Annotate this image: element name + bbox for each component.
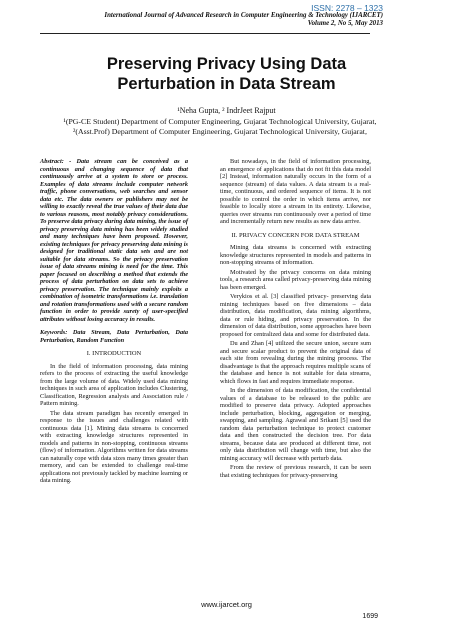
footer-url: www.ijarcet.org [201,600,252,609]
paragraph: The data stream paradigm has recently emerged in response to the issues and challenges related with continuous data [1]. Mining data streams is concerned with extracting knowledge structures represented in models and patterns in non-stopping, continuous streams (flow) of information. Algorithms written for data streams can naturally cope with data sizes many times greater than memory, and can be extended to challenge real-time applications not previously tackled by machine learning or data mining. [40,409,188,484]
paragraph: In the field of information processing, data mining refers to the process of extracting the useful knowledge from the large volume of data. Widely used data mining techniques in such area of application includes Clustering, Classification, Regression analysis and Association rule / Pattern mining. [40,362,188,407]
title-line-2: Perturbation in Data Stream [117,75,336,93]
section-heading-introduction: I. INTRODUCTION [86,350,142,357]
paragraph: Mining data streams is concerned with extracting knowledge structures represented in models and patterns in non-stopping streams of information. [220,244,371,266]
title-line-1: Preserving Privacy Using Data [106,55,347,73]
paragraph: Motivated by the privacy concerns on data mining tools, a research area called privacy-preserving data mining has been emerged. [220,268,371,291]
page-number: 1699 [362,613,378,620]
affiliation-2: ²(Asst.Prof) Department of Computer Engineering, Gujarat Technological University, Gujarat, [73,127,367,136]
paragraph: Du and Zhan [4] utilized the secure union, secure sum and secure scalar product to prevent the original data of each site from revealing during the mining process. The disadvantage is that the approach requires multiple scans of the database and hence is not suitable for data streams, which flows in fast and requires immediate response. [220,340,371,385]
right-column [220,158,371,481]
authors: ¹Neha Gupta, ² IndrJeet Rajput [177,106,276,115]
paragraph: In the dimension of data modification, the confidential values of a database to be released to the public are modified to preserve data privacy. Adopted approaches include perturbation, blocking, aggregation or merging, swapping, and sampling. Agrawal and Srikant [5] used the random data perturbation technique to protect customer data and then constructed the decision tree. For data streams, because data are produced at different time, not only data distribution will change with time, but also the mining accuracy will decrease with perturb data. [220,387,371,462]
issn-label: ISSN: 2278 – 1323 [311,3,383,13]
abstract: Abstract: - Data stream can be conceived as a continuous and changing sequence of data that continuously arrive at a system to store or process. Examples of data streams include computer network traffic, phone conversations, web searches and sensor data etc. The data owners or publishers may not be willing to exactly reveal the true values of their data due to various reasons, most notably privacy considerations. To preserve data privacy during data mining, the issue of privacy preserving data mining has been widely studied and many techniques have been proposed. However, existing techniques for privacy preserving data mining is designed for traditional static data sets and are not suitable for data streams. So the privacy preservation issue of data streams mining is need for the time. This paper focused on describing a method that extends the process of data perturbation on data sets to achieve privacy preservation. The technique mainly exploits a combination of isometric transformations i.e. translation and rotation transformations used with a secure random function in order to provide surety of user-specified attributes without losing accuracy in results. [40,158,188,323]
affiliations [40,117,400,137]
journal-volume: Volume 2, No 5, May 2013 [307,20,383,28]
affiliation-1: ¹(PG-CE Student) Department of Computer Engineering, Gujarat Technological University, Gujarat, [63,117,377,126]
paragraph: But nowadays, in the field of information processing, an emergence of applications that do not fit this data model [2] Instead, information naturally occurs in the form of a sequence (stream) of data values. A data stream is a real-time, continuous, and ordered sequence of items. It is not possible to control the order in which items arrive, nor feasible to locally store a stream in its entirety. Likewise, queries over streams run continuously over a period of time and incrementally return new results as new data arrive. [220,158,371,225]
paper-title [0,54,453,94]
keywords: Keywords: Data Stream, Data Perturbation, Data Perturbation, Random Function [40,329,188,344]
journal-name: International Journal of Advanced Research in Computer Engineering & Technology (IJARCET) [104,12,383,19]
header-rule [40,33,370,34]
section-heading-privacy: II. PRIVACY CONCERN FOR DATA STREAM [231,231,360,239]
paragraph: Verykios et al. [3] classified privacy- preserving data mining techniques based on five dimensions – data distribution, data modification, data mining algorithms, data or rule hiding, and privacy preservation. In the dimension of data distribution, some approaches have been proposed for centralized data and some for distributed data. [220,293,371,338]
journal-header [0,12,383,29]
left-column [40,158,188,487]
paragraph: From the review of previous research, it can be seen that existing techniques for privacy-preserving [220,464,371,479]
